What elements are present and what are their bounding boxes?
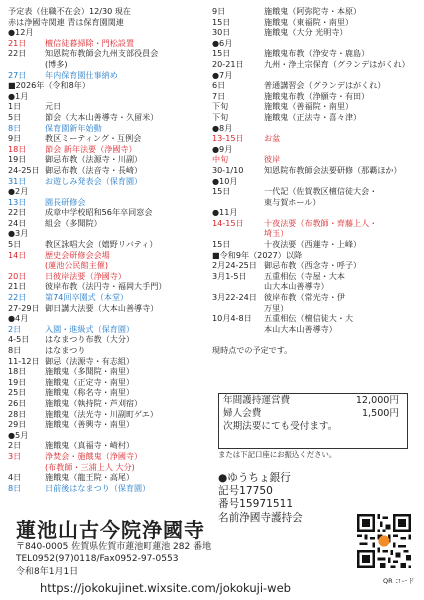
entry-event: 施餓鬼（東福院・南里） xyxy=(264,16,354,27)
schedule-entry xyxy=(8,377,210,388)
entry-date: 21日 xyxy=(8,281,27,292)
schedule-entry xyxy=(212,38,418,49)
entry-event: 五重相伝（檀信徒大・大 xyxy=(264,313,354,324)
entry-date: 2月24-25日 xyxy=(212,260,257,271)
entry-event: 施餓鬼（善興寺・南里） xyxy=(45,419,135,430)
schedule-entry xyxy=(212,239,418,250)
annual-fee-label: 年間護持運営費 xyxy=(223,395,291,406)
entry-event: 普通講習会（グランデはがくれ） xyxy=(264,80,386,91)
issue-date: 令和8年1月1日 xyxy=(16,566,79,577)
schedule-entry xyxy=(8,144,210,155)
schedule-entry xyxy=(8,260,210,271)
entry-date: 24日 xyxy=(8,217,27,228)
qr-label: QR コード xyxy=(383,577,415,585)
entry-date: 27-29日 xyxy=(8,302,40,313)
schedule-entry xyxy=(212,48,418,59)
entry-event: 檀信徒暮掃除・門松設置 xyxy=(45,37,135,48)
temple-phone: TEL0952(97)0118/Fax0952-97-0553 xyxy=(16,554,179,565)
entry-event: はなまつり xyxy=(45,345,86,355)
schedule-entry xyxy=(8,356,210,367)
entry-date: 予定表（住職不在会）12/30 現在 xyxy=(8,6,132,16)
schedule-entry xyxy=(8,419,210,430)
entry-date: ■2026年（令和8年） xyxy=(8,80,90,91)
schedule-entry xyxy=(8,186,210,197)
schedule-entry xyxy=(212,123,418,134)
schedule-entry xyxy=(8,472,210,483)
schedule-entry xyxy=(8,483,210,494)
schedule-entry xyxy=(8,112,210,123)
entry-date: 13-15日 xyxy=(212,133,244,144)
schedule-entry xyxy=(8,440,210,451)
entry-event: はなまつり布教（大分） xyxy=(45,334,135,345)
bank-code: 記号17750 xyxy=(218,485,273,498)
schedule-entry xyxy=(212,197,418,208)
entry-date: 9日 xyxy=(8,133,22,144)
entry-date: ●8月 xyxy=(212,122,233,133)
entry-date: ●11月 xyxy=(212,207,238,218)
entry-event: お盆 xyxy=(264,133,281,144)
entry-date: ●10月 xyxy=(212,175,238,186)
schedule-left-column xyxy=(8,6,210,493)
schedule-entry xyxy=(8,334,210,345)
entry-date: 現時点での予定です。 xyxy=(212,345,293,355)
annual-fee-row xyxy=(219,394,407,407)
schedule-entry xyxy=(8,207,210,218)
entry-event: お遊しみ発表会（保育園） xyxy=(45,175,143,186)
entry-date: 4-5日 xyxy=(8,334,30,345)
schedule-entry xyxy=(8,462,210,473)
entry-event: 東与賀ホール） xyxy=(264,196,321,207)
schedule-entry xyxy=(212,112,418,123)
entry-event: 施餓鬼（法光寺・川副町ゲエ） xyxy=(45,408,158,419)
entry-date: 19日 xyxy=(8,376,27,387)
entry-event: 施餓鬼（執持院・芦刈宿） xyxy=(45,397,143,408)
entry-event: 彼岸布教（常光寺・伊 xyxy=(264,292,345,303)
transfer-note: または下記口座にお振込ください。 xyxy=(218,450,337,459)
temple-name: 蓮池山古今院浄國寺 xyxy=(16,518,205,542)
entry-event: 施餓鬼（阿弥陀寺・本原） xyxy=(264,6,362,16)
entry-date: 2日 xyxy=(8,440,22,451)
entry-date: 1日 xyxy=(8,101,22,112)
entry-date: 8日 xyxy=(8,482,22,493)
schedule-entry xyxy=(8,123,210,134)
entry-date: 18日 xyxy=(8,366,27,377)
entry-event: 施餓鬼（真福寺・崎村） xyxy=(45,440,135,451)
schedule-entry xyxy=(8,197,210,208)
qr-code-icon[interactable] xyxy=(357,514,411,568)
schedule-entry xyxy=(8,398,210,409)
schedule-entry xyxy=(8,430,210,441)
entry-date: 10月4-8日 xyxy=(212,313,252,324)
entry-event: 彼岸布教（法円寺・福岡大手門） xyxy=(45,281,167,292)
schedule-entry xyxy=(212,133,418,144)
entry-date: 8日 xyxy=(8,345,22,355)
website-link[interactable]: https://jokokujinet.wixsite.com/jokokuji-web xyxy=(40,581,291,595)
schedule-entry xyxy=(212,59,418,70)
schedule-entry xyxy=(8,303,210,314)
schedule-entry xyxy=(8,218,210,229)
schedule-entry xyxy=(8,27,210,38)
entry-date: 5日 xyxy=(8,111,22,122)
entry-event: 組会（多聞院） xyxy=(45,217,102,228)
entry-date: 30日 xyxy=(212,27,231,38)
schedule-entry xyxy=(8,91,210,102)
entry-date: 18日 xyxy=(8,143,27,154)
entry-event: 第74回卒園式（本堂） xyxy=(45,292,129,303)
schedule-entry xyxy=(8,313,210,324)
entry-event: 節会（大本山善導寺・久留米） xyxy=(45,111,159,122)
temple-address: 〒840-0005 佐賀県佐賀市蓮池町蓮池 282 番地 xyxy=(16,542,212,552)
entry-date: 30-1/10 xyxy=(212,164,244,175)
schedule-entry xyxy=(212,324,418,335)
schedule-entry xyxy=(212,17,418,28)
schedule-entry xyxy=(8,366,210,377)
entry-date: ●3月 xyxy=(8,228,29,239)
schedule-entry xyxy=(212,154,418,165)
schedule-entry xyxy=(8,165,210,176)
entry-event: 一代記（佐賀教区檀信徒大会・ xyxy=(264,186,378,197)
entry-event: 御忌布教（法音寺・長崎） xyxy=(45,164,143,175)
entry-date: 赤は浄國寺関連 青は保育園関連 xyxy=(8,16,124,27)
entry-event: 教区詠唱大会（嬉野リバティ） xyxy=(45,239,158,250)
schedule-entry xyxy=(212,271,418,282)
schedule-entry xyxy=(212,70,418,81)
entry-event: (博多) xyxy=(45,58,68,69)
entry-date: 20日 xyxy=(8,270,27,281)
schedule-entry xyxy=(8,228,210,239)
schedule-entry xyxy=(212,260,418,271)
entry-date: ●4月 xyxy=(8,313,29,324)
entry-date: ●7月 xyxy=(212,69,233,80)
entry-event: 施餓鬼（龍王院・高尾） xyxy=(45,472,135,483)
entry-date: 19日 xyxy=(8,154,27,165)
schedule-entry xyxy=(212,218,418,229)
entry-event: 埼玉） xyxy=(264,228,289,239)
entry-date: ●5月 xyxy=(8,429,29,440)
entry-date: ●1月 xyxy=(8,90,29,101)
schedule-entry xyxy=(8,271,210,282)
entry-event: 保育園新年始動 xyxy=(45,122,102,133)
entry-date: 31日 xyxy=(8,175,27,186)
entry-date: 14日 xyxy=(8,249,27,260)
entry-event: 十夜法要（布教師・齊藤上人・ xyxy=(264,217,378,228)
fee-note xyxy=(218,450,418,460)
schedule-entry xyxy=(212,144,418,155)
schedule-entry xyxy=(8,281,210,292)
entry-event: 日前後はなまつり（保育園） xyxy=(45,482,151,493)
schedule-entry xyxy=(8,250,210,261)
schedule-right-column xyxy=(212,6,418,356)
schedule-entry xyxy=(212,313,418,324)
entry-date: 29日 xyxy=(8,419,27,430)
womens-fee-label: 婦人会費 xyxy=(223,408,262,419)
entry-date: 24-25日 xyxy=(8,164,40,175)
schedule-entry xyxy=(8,292,210,303)
fee-box xyxy=(218,393,408,449)
entry-date: 22日 xyxy=(8,292,27,303)
entry-event: 入園・進級式（保育園） xyxy=(45,323,135,334)
entry-event: 成章中学校昭和56年卒同窓会 xyxy=(45,207,153,218)
entry-date: 15日 xyxy=(212,48,231,59)
account-holder: 名前浄國寺護持会 xyxy=(218,511,303,524)
schedule-entry xyxy=(212,6,418,17)
bank-number: 番号15971511 xyxy=(218,498,294,511)
schedule-entry xyxy=(8,176,210,187)
entry-event: 節会 新年法要（浄國寺） xyxy=(45,143,137,154)
entry-date: ●2月 xyxy=(8,186,29,197)
entry-date: 15日 xyxy=(212,186,231,197)
entry-event: 万里） xyxy=(264,302,289,313)
entry-date: 2日 xyxy=(8,323,22,334)
entry-date: 3日 xyxy=(8,450,22,461)
entry-event: 御日講大法要（大本山善導寺） xyxy=(45,302,159,313)
entry-date: 6日 xyxy=(212,80,226,91)
schedule-entry xyxy=(212,101,418,112)
schedule-entry xyxy=(212,303,418,314)
entry-date: ●6月 xyxy=(212,37,233,48)
entry-date: 15日 xyxy=(212,239,231,250)
entry-date: 3月1-5日 xyxy=(212,270,247,281)
entry-date: 中旬 xyxy=(212,154,229,165)
entry-event: 施餓鬼（善福院・南里） xyxy=(264,101,354,112)
entry-date: 25日 xyxy=(8,387,27,398)
entry-date: 26日 xyxy=(8,397,27,408)
entry-event: 御忌布教（法源寺・川副） xyxy=(45,154,143,165)
schedule-entry xyxy=(212,165,418,176)
schedule-entry xyxy=(8,80,210,91)
entry-date: 22日 xyxy=(8,207,27,218)
entry-date: 27日 xyxy=(8,69,27,80)
entry-event: 九州・浄土宗保育（グランデはがくれ） xyxy=(264,58,410,69)
entry-date: 15日 xyxy=(212,16,231,27)
schedule-entry xyxy=(8,48,210,59)
schedule-entry xyxy=(8,324,210,335)
entry-date: 4日 xyxy=(8,472,22,483)
schedule-entry xyxy=(212,186,418,197)
schedule-entry xyxy=(8,133,210,144)
entry-date: 8日 xyxy=(8,122,22,133)
schedule-entry xyxy=(8,38,210,49)
entry-event: 歴史会研修会会場 xyxy=(45,249,110,260)
schedule-entry xyxy=(212,207,418,218)
schedule-entry xyxy=(212,176,418,187)
schedule-entry xyxy=(212,80,418,91)
schedule-entry xyxy=(212,27,418,38)
schedule-entry xyxy=(212,345,418,356)
entry-date: 13日 xyxy=(8,196,27,207)
schedule-entry xyxy=(212,292,418,303)
womens-fee-value: 1,500円 xyxy=(361,408,399,419)
entry-event: 御忌（法源寺・有志組） xyxy=(45,355,135,366)
schedule-entry xyxy=(8,451,210,462)
entry-event: 知恩院布教師会九州支部役員会 xyxy=(45,48,159,59)
entry-date: 22日 xyxy=(8,48,27,59)
entry-date: 下旬 xyxy=(212,101,229,112)
entry-event: 本山大本山善導寺） xyxy=(264,323,337,334)
entry-event: 日彼岸法要（浄國寺） xyxy=(45,270,126,281)
schedule-entry xyxy=(212,334,418,345)
entry-date: 3月22-24日 xyxy=(212,292,257,303)
entry-event: (蓮池公民館主催) xyxy=(45,260,108,271)
entry-event: 山大本山善導寺） xyxy=(264,281,329,292)
entry-event: 施餓鬼（正法寺・喜々津） xyxy=(264,111,362,122)
entry-event: 施餓鬼（大分 光明寺） xyxy=(264,27,348,38)
entry-event: 教区ミーティング・互例会 xyxy=(45,133,142,144)
entry-event: 元日 xyxy=(45,101,62,112)
entry-event: 施餓鬼（称名寺・南里） xyxy=(45,387,135,398)
entry-event: 施餓鬼（正定寺・南里） xyxy=(45,376,135,387)
entry-event: 施餓鬼布教（浄願寺・有田） xyxy=(264,90,370,101)
entry-date: 14-15日 xyxy=(212,217,244,228)
entry-date: 5日 xyxy=(8,239,22,250)
entry-event: 年内保育園仕事納め xyxy=(45,69,118,80)
schedule-entry xyxy=(8,17,210,28)
schedule-entry xyxy=(8,409,210,420)
entry-event: 施餓鬼（多聞院・南里） xyxy=(45,366,135,377)
entry-event: 御忌布教（西念寺・呼子） xyxy=(264,260,362,271)
entry-date: 21日 xyxy=(8,37,27,48)
entry-date: 下旬 xyxy=(212,111,229,122)
entry-event: 知恩院布教師会法要研修（那覇ほか） xyxy=(264,164,402,175)
schedule-entry xyxy=(212,281,418,292)
schedule-entry xyxy=(8,70,210,81)
annual-fee-value: 12,000円 xyxy=(355,395,399,406)
schedule-entry xyxy=(8,6,210,17)
entry-date: 20-21日 xyxy=(212,58,244,69)
schedule-entry xyxy=(8,387,210,398)
schedule-entry xyxy=(8,345,210,356)
temple-contact xyxy=(16,541,211,578)
schedule-entry xyxy=(8,59,210,70)
womens-fee-row xyxy=(219,407,407,420)
entry-event: 十夜法要（西蓮寺・上峰） xyxy=(264,239,362,250)
entry-date: 28日 xyxy=(8,408,27,419)
schedule-entry xyxy=(212,228,418,239)
entry-event: 浄焚会・施餓鬼（浄國寺） xyxy=(45,450,143,461)
entry-date: 9日 xyxy=(212,6,226,16)
entry-event: 園長研修会 xyxy=(45,196,86,207)
schedule-entry xyxy=(8,101,210,112)
schedule-entry xyxy=(8,154,210,165)
entry-date: 11-12日 xyxy=(8,355,40,366)
entry-date: 7日 xyxy=(212,90,226,101)
entry-event: 彼岸 xyxy=(264,154,281,165)
schedule-entry xyxy=(8,239,210,250)
entry-date: ■令和9年（2027）以降 xyxy=(212,249,303,260)
bank-name: ●ゆうちょ銀行 xyxy=(218,472,291,484)
entry-event: (布教師・三浦上人 大分) xyxy=(45,461,135,472)
entry-date: ●12月 xyxy=(8,27,34,38)
entry-event: 五重相伝（寺屋・大本 xyxy=(264,270,345,281)
entry-date: ●9月 xyxy=(212,143,233,154)
schedule-entry xyxy=(212,91,418,102)
schedule-entry xyxy=(212,250,418,261)
entry-event: 施餓鬼布教（浄安寺・鹿島） xyxy=(264,48,370,59)
fee-accept-note: 次期法要にても受付ます。 xyxy=(223,421,338,432)
